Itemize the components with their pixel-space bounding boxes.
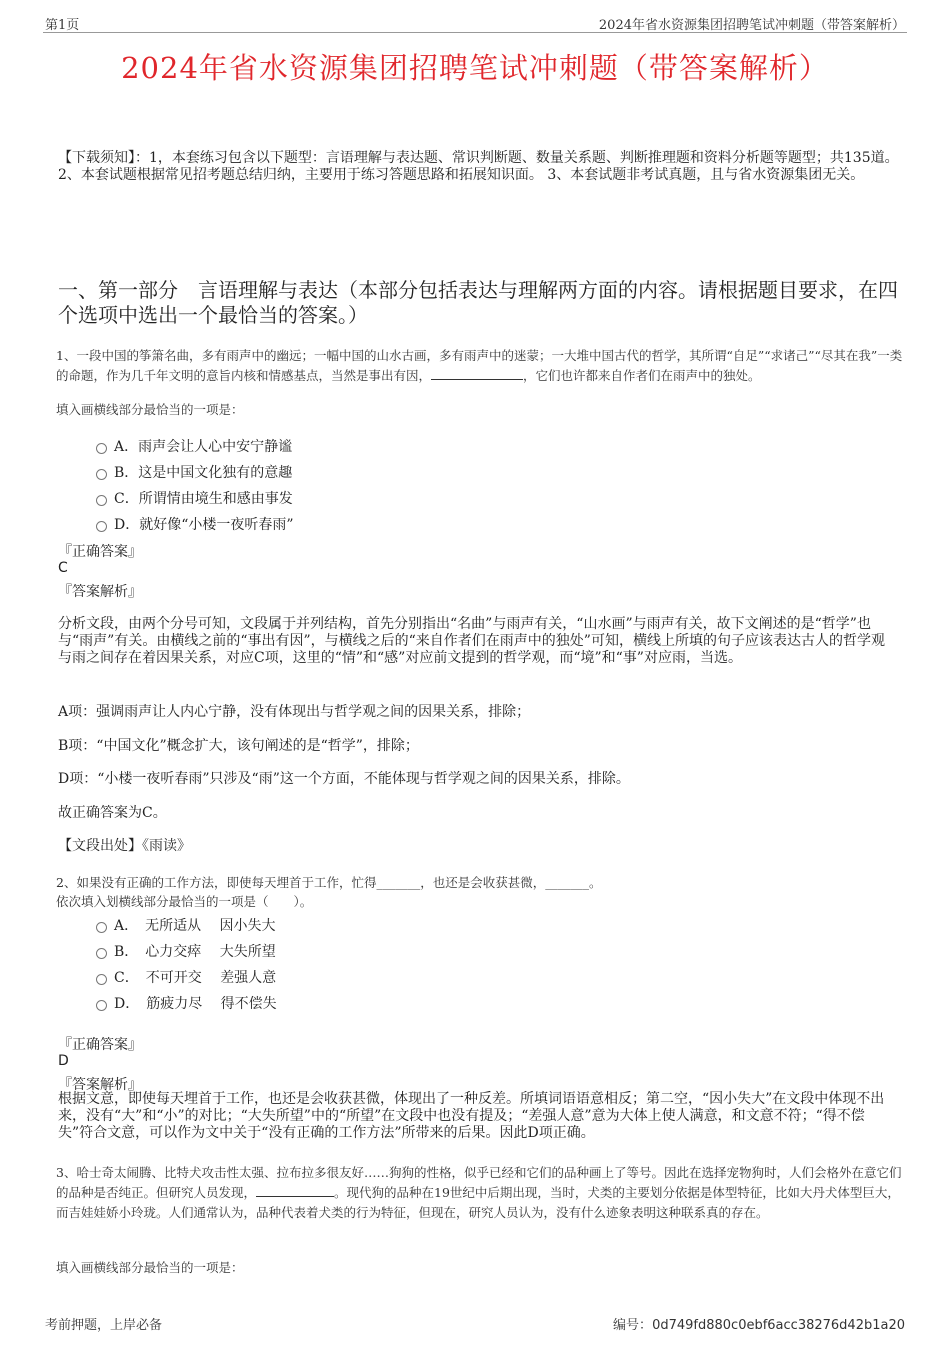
q2-stem: 2、如果没有正确的工作方法，即使每天埋首于工作，忙得_______，也还是会收获甚微，_______。: [56, 875, 602, 890]
q2-answer: D: [58, 1053, 69, 1069]
q1-conclusion: 故正确答案为C。: [58, 805, 167, 821]
q1-a-note: A项：强调雨声让人内心宁静，没有体现出与哲学观之间的因果关系，排除；: [58, 704, 531, 720]
radio-icon[interactable]: [96, 1000, 107, 1011]
page-title: 2024年省水资源集团招聘笔试冲刺题（带答案解析）: [121, 51, 829, 85]
radio-icon[interactable]: [96, 521, 107, 532]
radio-icon[interactable]: [96, 974, 107, 985]
q1-analysis: 分析文段，由两个分号可知，文段属于并列结构，首先分别指出“名曲”与雨声有关，“山水画”与雨声有关，故下文阐述的是“哲学”也与“雨声”有关。由横线之前的“事出有因”，与横线之后的“来自作者们在雨声中的独处”可知，横线上所填的句子应该表达古人的哲学观与雨之间存在着因果关系，对应C项，这里的“情”和“感”对应前文提到的哲学观，而“境”和“事”对应雨，当选。: [58, 616, 885, 666]
q1-d-note: D项：“小楼一夜听春雨”只涉及“雨”这一个方面，不能体现与哲学观之间的因果关系，排除。: [58, 771, 630, 787]
running-title: 2024年省水资源集团招聘笔试冲刺题（带答案解析）: [598, 18, 905, 33]
q2-answer-label: 『正确答案』: [58, 1037, 142, 1053]
footer-slogan: 考前押题，上岸必备: [45, 1318, 163, 1333]
q1-source: 【文段出处】《雨读》: [58, 838, 191, 854]
page-number: 第1页: [45, 18, 80, 33]
q1-option-c[interactable]: C．所谓情由境生和感由事发: [96, 488, 293, 508]
section-heading: 一、第一部分 言语理解与表达（本部分包括表达与理解两方面的内容。请根据题目要求，在四个选项中选出一个最恰当的答案。）: [58, 278, 898, 327]
radio-icon[interactable]: [96, 922, 107, 933]
q2-analysis-label: 『答案解析』: [58, 1077, 142, 1093]
footer-code: 编号：0d749fd880c0ebf6acc38276d42b1a20: [613, 1318, 905, 1333]
q1-b-note: B项：“中国文化”概念扩大，该句阐述的是“哲学”，排除；: [58, 738, 419, 754]
q1-answer: C: [58, 560, 68, 576]
q2-analysis: 根据文意，即使每天埋首于工作，也还是会收获甚微，体现出了一种反差。所填词语语意相反；第二空，“因小失大”在文段中体现不出来，没有“大”和“小”的对比；“大失所望”中的“所望”在文段中也没有提及；“差强人意”意为大体上使人满意，和文意不符；“得不偿失”符合文意，可以作为文中关于“没有正确的工作方法”所带来的后果。因此D项正确。: [58, 1091, 885, 1141]
q1-analysis-label: 『答案解析』: [58, 584, 142, 600]
q3-stem: 3、哈士奇太闹腾、比特犬攻击性太强、拉布拉多很友好……狗狗的性格，似乎已经和它们的品种画上了等号。因此在选择宠物狗时，人们会格外在意它们的品种是否纯正。但研究人员发现， 。现代狗的品种在19世纪中后期出现，当时，犬类的主要划分依据是体型特征，比如大丹犬体型巨大，而吉娃娃娇小玲珑。人们通常认为，品种代表着犬类的行为特征，但现在，研究人员认为，没有什么迹象表明这种联系真的存在。: [56, 1165, 902, 1220]
q3-blank: [256, 1196, 334, 1197]
q3-prompt: 填入画横线部分最恰当的一项是：: [56, 1260, 244, 1275]
q1-answer-label: 『正确答案』: [58, 544, 142, 560]
q1-option-b[interactable]: B．这是中国文化独有的意趣: [96, 462, 292, 482]
q1-option-d[interactable]: D．就好像“小楼一夜听春雨”: [96, 514, 294, 534]
q1-prompt: 填入画横线部分最恰当的一项是：: [56, 402, 244, 417]
q2-prompt: 依次填入划横线部分最恰当的一项是（ ）。: [56, 894, 313, 909]
download-notice: 【下载须知】：1，本套练习包含以下题型：言语理解与表达题、常识判断题、数量关系题、判断推理题和资料分析题等题型；共135道。 2、本套试题根据常见招考题总结归纳，主要用于练习答题思路和拓展知识面。 3、本套试题非考试真题，且与省水资源集团无关。: [58, 150, 899, 183]
q1-stem: 1、一段中国的筝箫名曲，多有雨声中的幽远；一幅中国的山水古画，多有雨声中的迷蒙；一大堆中国古代的哲学，其所谓“自足”“求诸己”“尽其在我”一类的命题，作为几千年文明的意旨内核和情感基点，当然是事出有因， ，它们也许都来自作者们在雨声中的独处。: [56, 348, 903, 383]
q2-option-b[interactable]: B． 心力交瘁 大失所望: [96, 941, 276, 961]
radio-icon[interactable]: [96, 443, 107, 454]
radio-icon[interactable]: [96, 948, 107, 959]
q1-blank: [431, 379, 523, 380]
q2-option-d[interactable]: D． 筋疲力尽 得不偿失: [96, 993, 277, 1013]
q2-option-c[interactable]: C． 不可开交 差强人意: [96, 967, 276, 987]
radio-icon[interactable]: [96, 495, 107, 506]
radio-icon[interactable]: [96, 469, 107, 480]
q1-option-a[interactable]: A．雨声会让人心中安宁静谧: [96, 436, 292, 456]
header-divider: [43, 32, 907, 33]
q2-option-a[interactable]: A． 无所适从 因小失大: [96, 915, 276, 935]
